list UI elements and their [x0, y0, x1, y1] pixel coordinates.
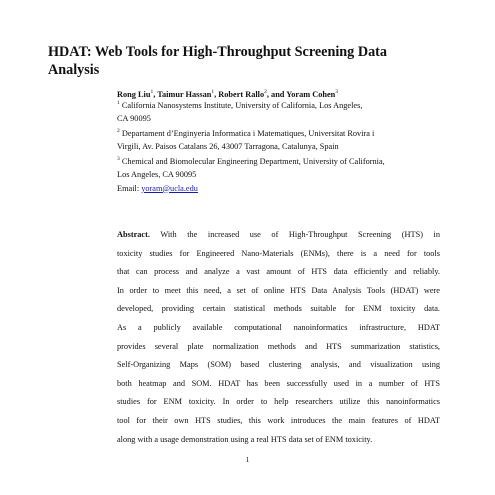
affiliation-text: Chemical and Biomolecular Engineering Department, University of California, [121, 157, 385, 167]
abstract-text: With the increased use of High-Throughput Screening (HTS) in [149, 230, 440, 239]
author-separator: , [153, 89, 158, 99]
abstract-line: along with a usage demonstration using a real HTS data set of ENM toxicity. [117, 434, 373, 444]
abstract [117, 226, 440, 449]
affiliation-text: Departament d’Enginyeria Informatica i Matematiques, Universitat Rovira i [121, 128, 375, 138]
author-name: Yoram Cohen [286, 89, 336, 99]
email-label: Email: [117, 183, 142, 193]
author-affiliation-mark: 2 [264, 89, 267, 95]
affiliation-block [117, 97, 457, 195]
abstract-line [117, 226, 440, 245]
affiliation-mark: 3 [117, 156, 120, 163]
author-separator: , and [266, 89, 287, 99]
affiliation-mark: 1 [117, 100, 120, 106]
paper-title [48, 44, 458, 79]
abstract-line: As a publicly available computational nanoinformatics infrastructure, HDAT [117, 322, 440, 332]
author-affiliation-mark: 1 [150, 89, 154, 95]
abstract-heading: Abstract. [117, 230, 150, 239]
abstract-line: Self-Organizing Maps (SOM) based clustering analysis, and visualization using [117, 360, 440, 370]
author-separator: , [214, 89, 219, 99]
author-name: Taimur Hassan [157, 89, 212, 99]
page-number: 1 [245, 455, 250, 464]
email-line [117, 182, 457, 195]
author-name: Rong Liu [117, 89, 151, 99]
affiliation-2-line-2: Virgili, Av. Paisos Catalans 26, 43007 Tarragona, Catalunya, Spain [117, 142, 339, 152]
abstract-line: In order to meet this need, a set of online HTS Data Analysis Tools (HDAT) were [117, 285, 440, 295]
abstract-line: both heatmap and SOM. HDAT has been successfully used in a number of HTS [117, 378, 440, 388]
title-line-2: Analysis [48, 61, 100, 78]
abstract-line: tool for their own HTS studies, this work introduces the main features of HDAT [117, 415, 440, 425]
abstract-line: toxicity studies for Engineered Nano-Materials (ENMs), there is a need for tools [117, 248, 440, 258]
abstract-line: provides several plate normalization methods and HTS summarization statistics, [117, 341, 440, 351]
title-line-1: HDAT: Web Tools for High-Throughput Screening Data [48, 44, 387, 60]
affiliation-mark: 2 [117, 128, 120, 135]
affiliation-3-line-1 [117, 153, 457, 168]
affiliation-1-line-1 [117, 97, 457, 112]
affiliation-1-line-2: CA 90095 [117, 113, 151, 123]
author-name: Robert Rallo [218, 89, 265, 99]
abstract-line: that can process and analyze a vast amount of HTS data efficiently and reliably. [117, 267, 440, 277]
affiliation-2-line-1 [117, 125, 457, 140]
abstract-line: studies for ENM toxicity. In order to help researchers utilize this nanoinformatics [117, 397, 440, 407]
abstract-line: developed, providing certain statistical methods suitable for ENM toxicity data. [117, 304, 440, 314]
author-affiliation-mark: 3 [335, 89, 339, 95]
affiliation-text: California Nanosystems Institute, University of California, Los Angeles, [121, 100, 363, 110]
email-link[interactable]: yoram@ucla.edu [141, 183, 198, 193]
affiliation-3-line-2: Los Angeles, CA 90095 [117, 170, 197, 180]
author-affiliation-mark: 1 [211, 89, 215, 95]
